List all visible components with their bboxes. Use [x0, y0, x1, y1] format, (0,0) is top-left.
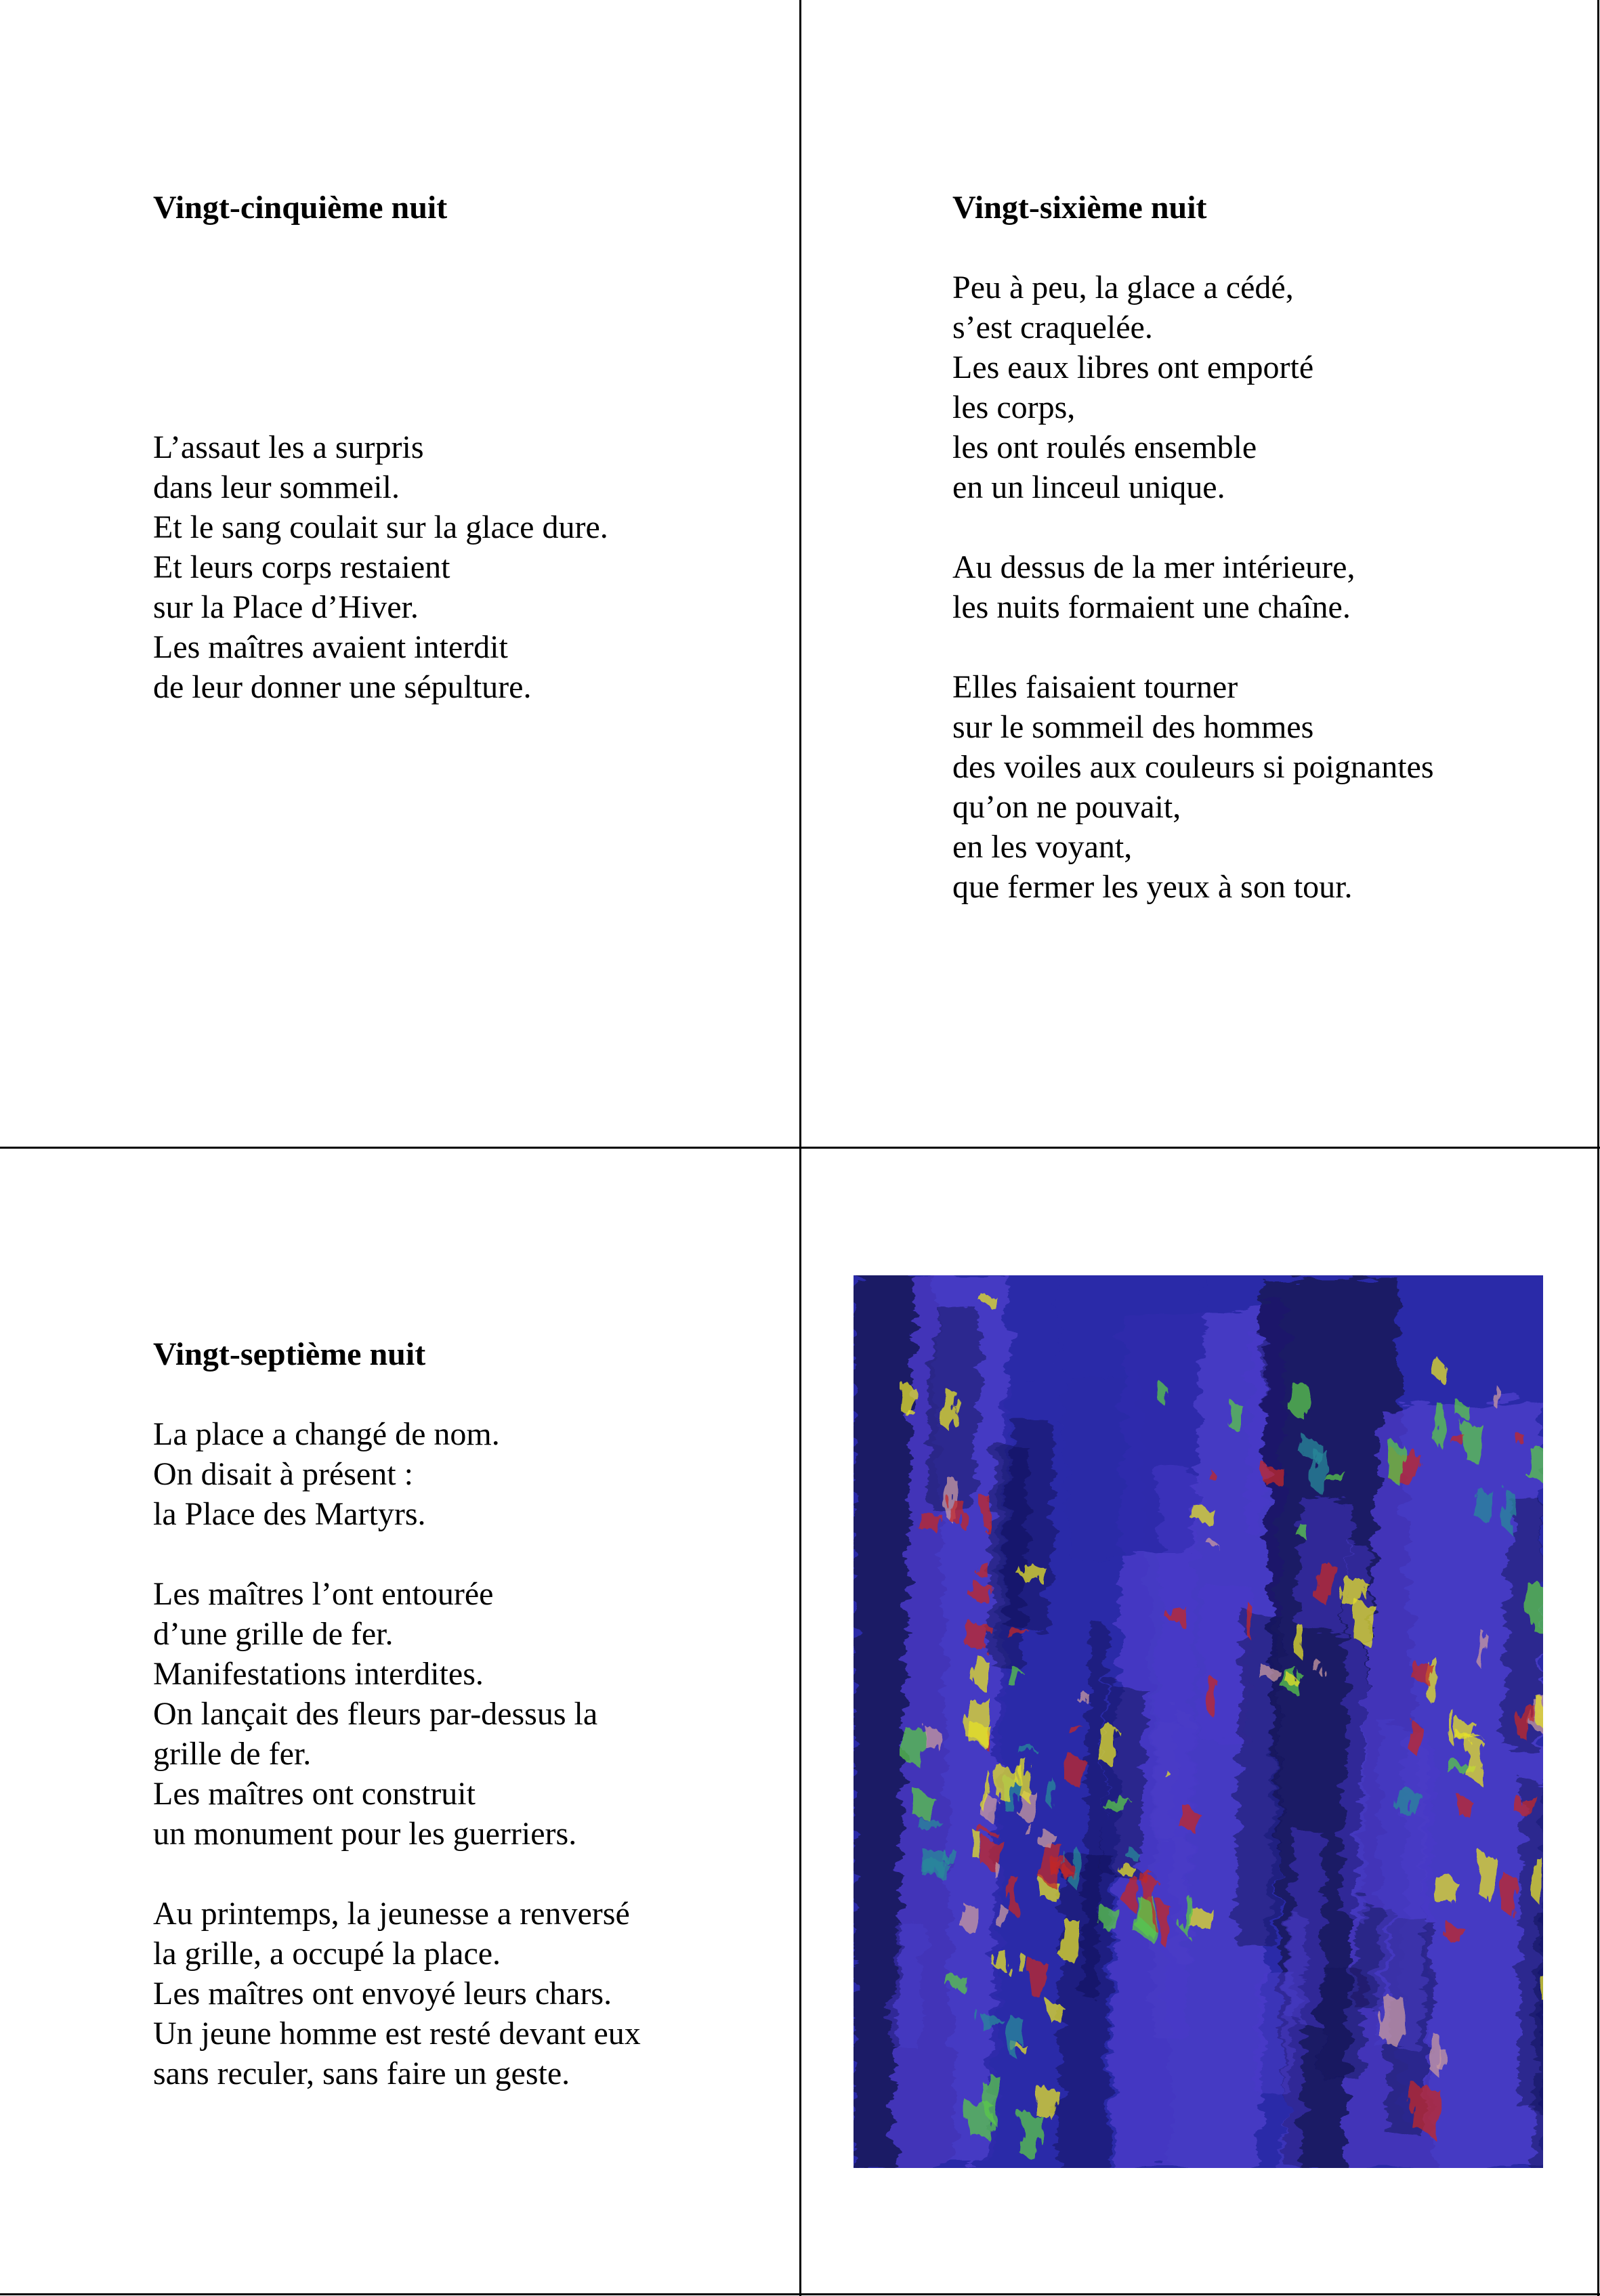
- poem-stanza: [952, 547, 1434, 627]
- poem-line: Les maîtres ont envoyé leurs chars.: [153, 1976, 612, 2012]
- paint-streak: [1255, 1968, 1298, 2098]
- poem-line: Les maîtres l’ont entourée: [153, 1576, 494, 1612]
- horizontal-divider: [0, 1147, 1600, 1149]
- poem-line: grille de fer.: [153, 1736, 312, 1772]
- poem-line: Un jeune homme est resté devant eux: [153, 2016, 641, 2051]
- poem-line: d’une grille de fer.: [153, 1616, 394, 1652]
- poem-line: la grille, a occupé la place.: [153, 1936, 501, 1972]
- poem-stanza: [153, 1574, 641, 1854]
- stanza-gap: [952, 507, 1434, 547]
- poem-line: dans leur sommeil.: [153, 469, 400, 505]
- poem-line: s’est craquelée.: [952, 310, 1153, 345]
- poem-stanza: [952, 667, 1434, 907]
- poem-line: La place a changé de nom.: [153, 1416, 500, 1452]
- poem-line: Elles faisaient tourner: [952, 669, 1238, 705]
- poem-line: L’assaut les a surpris: [153, 429, 424, 465]
- poem-line: Manifestations interdites.: [153, 1656, 484, 1692]
- poem-body: [153, 1414, 641, 2093]
- poem-line: sur le sommeil des hommes: [952, 709, 1314, 745]
- poem-line: un monument pour les guerriers.: [153, 1816, 577, 1852]
- poem-line: Au dessus de la mer intérieure,: [952, 549, 1355, 585]
- poem-line: en les voyant,: [952, 829, 1133, 865]
- paint-streak: [1236, 1609, 1282, 1950]
- poem-line: Les maîtres ont construit: [153, 1776, 476, 1812]
- poem-line: la Place des Martyrs.: [153, 1496, 426, 1532]
- poem-panel-25: [153, 188, 608, 707]
- poem-line: sans reculer, sans faire un geste.: [153, 2056, 570, 2091]
- painting-canvas: [854, 1275, 1543, 2168]
- poem-line: Peu à peu, la glace a cédé,: [952, 270, 1294, 305]
- poem-line: les corps,: [952, 389, 1076, 425]
- poem-title: Vingt-sixième nuit: [952, 190, 1207, 226]
- poem-line: Au printemps, la jeunesse a renversé: [153, 1896, 630, 1932]
- poem-body: [153, 427, 608, 707]
- right-border: [1597, 0, 1599, 2296]
- poem-title: Vingt-septième nuit: [153, 1336, 426, 1372]
- paint-streak: [1099, 1680, 1146, 1877]
- poem-stanza: [153, 1894, 641, 2093]
- poem-line: de leur donner une sépulture.: [153, 669, 532, 705]
- stanza-gap: [952, 627, 1434, 667]
- poem-line: des voiles aux couleurs si poignantes: [952, 749, 1434, 785]
- poem-panel-26: [952, 188, 1434, 907]
- poem-line: qu’on ne pouvait,: [952, 789, 1181, 825]
- poem-line: Et leurs corps restaient: [153, 549, 450, 585]
- poem-line: On lançait des fleurs par-dessus la: [153, 1696, 598, 1732]
- poem-line: Les eaux libres ont emporté: [952, 349, 1314, 385]
- abstract-painting-icon: [854, 1275, 1543, 2168]
- stanza-gap: [153, 1854, 641, 1894]
- poem-stanza: [153, 1414, 641, 1534]
- poem-title: Vingt-cinquième nuit: [153, 190, 448, 226]
- poem-line: sur la Place d’Hiver.: [153, 589, 419, 625]
- stanza-gap: [153, 1534, 641, 1574]
- poem-line: les ont roulés ensemble: [952, 429, 1257, 465]
- poem-line: les nuits formaient une chaîne.: [952, 589, 1351, 625]
- poem-stanza: [952, 268, 1434, 507]
- bottom-border: [0, 2293, 1600, 2295]
- poem-line: Les maîtres avaient interdit: [153, 629, 508, 665]
- poem-body: [952, 268, 1434, 907]
- poem-panel-27: [153, 1334, 641, 2093]
- poem-line: On disait à présent :: [153, 1456, 413, 1492]
- paint-streak: [1318, 1968, 1367, 2081]
- poem-line: que fermer les yeux à son tour.: [952, 869, 1353, 905]
- poem-line: en un linceul unique.: [952, 469, 1225, 505]
- poem-stanza: [153, 427, 608, 707]
- poem-line: Et le sang coulait sur la glace dure.: [153, 509, 608, 545]
